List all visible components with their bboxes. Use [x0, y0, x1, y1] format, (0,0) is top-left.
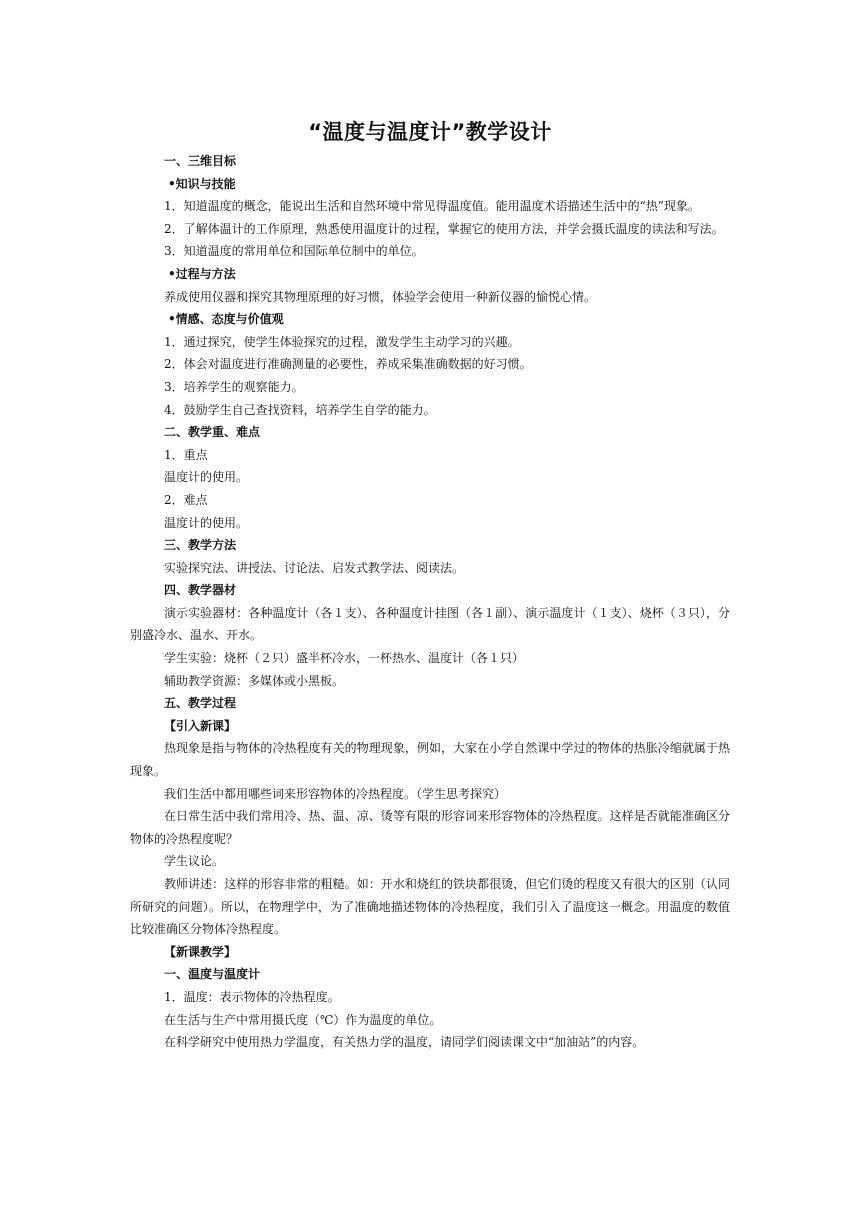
- intro-label: 【引入新课】: [164, 718, 237, 733]
- difficulty-label: 2．难点: [164, 492, 208, 507]
- attitude-item-3: 3．培养学生的观察能力。: [164, 379, 304, 394]
- attitude-item-2: 2．体会对温度进行准确测量的必要性，养成采集准确数据的好习惯。: [164, 357, 532, 372]
- equipment-demo: 演示实验器材：各种温度计（各１支）、各种温度计挂图（各１副）、演示温度计（１支）、烧杯（３只），分别盛冷水、温水、开水。: [130, 605, 730, 643]
- difficulty-text: 温度计的使用。: [164, 515, 249, 530]
- section-heading-equipment: 四、教学器材: [164, 583, 237, 598]
- subheading-attitude-values: •情感、态度与价值观: [168, 312, 284, 327]
- new-lesson-label: 【新课教学】: [164, 944, 237, 959]
- key-point-label: 1．重点: [164, 447, 208, 462]
- intro-paragraph-5: 教师讲述：这样的形容非常的粗糙。如：开水和烧红的铁块都很烫，但它们烫的程度又有很大的区别（认同所研究的问题）。所以，在物理学中，为了准确地描述物体的冷热程度，我们引入了温度这一概念。用温度的数值比较准确区分物体冷热程度。: [130, 877, 730, 937]
- new-lesson-item-1: 1．温度：表示物体的冷热程度。: [164, 989, 340, 1004]
- intro-paragraph-1: 热现象是指与物体的冷热程度有关的物理现象，例如，大家在小学自然课中学过的物体的热胀冷缩就属于热现象。: [130, 741, 730, 779]
- intro-paragraph-2: 我们生活中都用哪些词来形容物体的冷热程度。（学生思考探究）: [164, 786, 507, 801]
- process-method-text: 养成使用仪器和探究其物理原理的好习惯，体验学会使用一种新仪器的愉悦心情。: [164, 289, 597, 304]
- goal-item-2: 2．了解体温计的工作原理，熟悉使用温度计的过程，掌握它的使用方法，并学会摄氏温度的读法和写法。: [164, 221, 724, 236]
- equipment-student: 学生实验：烧杯（２只）盛半杯冷水，一杯热水、温度计（各１只）: [164, 651, 525, 666]
- attitude-item-1: 1．通过探究，使学生体验探究的过程，激发学生主动学习的兴趣。: [164, 334, 520, 349]
- subheading-process-method: •过程与方法: [168, 266, 236, 281]
- attitude-item-4: 4．鼓励学生自己查找资料，培养学生自学的能力。: [164, 402, 436, 417]
- subheading-knowledge-skills: •知识与技能: [168, 176, 236, 191]
- section-heading-process: 五、教学过程: [164, 696, 237, 711]
- key-point-text: 温度计的使用。: [164, 470, 249, 485]
- new-lesson-item-2: 在生活与生产中常用摄氏度（℃）作为温度的单位。: [164, 1012, 442, 1027]
- section-heading-methods: 三、教学方法: [164, 538, 237, 553]
- document-body: [130, 150, 730, 1054]
- section-heading-key-points: 二、教学重、难点: [164, 425, 261, 440]
- methods-text: 实验探究法、讲授法、讨论法、启发式教学法、阅读法。: [164, 560, 465, 575]
- intro-paragraph-3: 在日常生活中我们常用冷、热、温、凉、烫等有限的形容词来形容物体的冷热程度。这样是否就能准确区分物体的冷热程度呢？: [130, 809, 730, 846]
- document-title: “温度与温度计”教学设计: [308, 120, 552, 144]
- goal-item-3: 3．知道温度的常用单位和国际单位制中的单位。: [164, 244, 424, 259]
- equipment-resources: 辅助教学资源：多媒体或小黑板。: [164, 673, 345, 688]
- section-heading-goals: 一、三维目标: [164, 154, 237, 168]
- intro-paragraph-4: 学生议论。: [164, 854, 225, 869]
- new-lesson-heading: 一、温度与温度计: [164, 967, 261, 982]
- goal-item-1: 1．知道温度的概念，能说出生活和自然环境中常见得温度值。能用温度术语描述生活中的“热”现象。: [164, 199, 700, 214]
- new-lesson-item-3: 在科学研究中使用热力学温度，有关热力学的温度，请同学们阅读课文中“加油站”的内容。: [164, 1035, 645, 1050]
